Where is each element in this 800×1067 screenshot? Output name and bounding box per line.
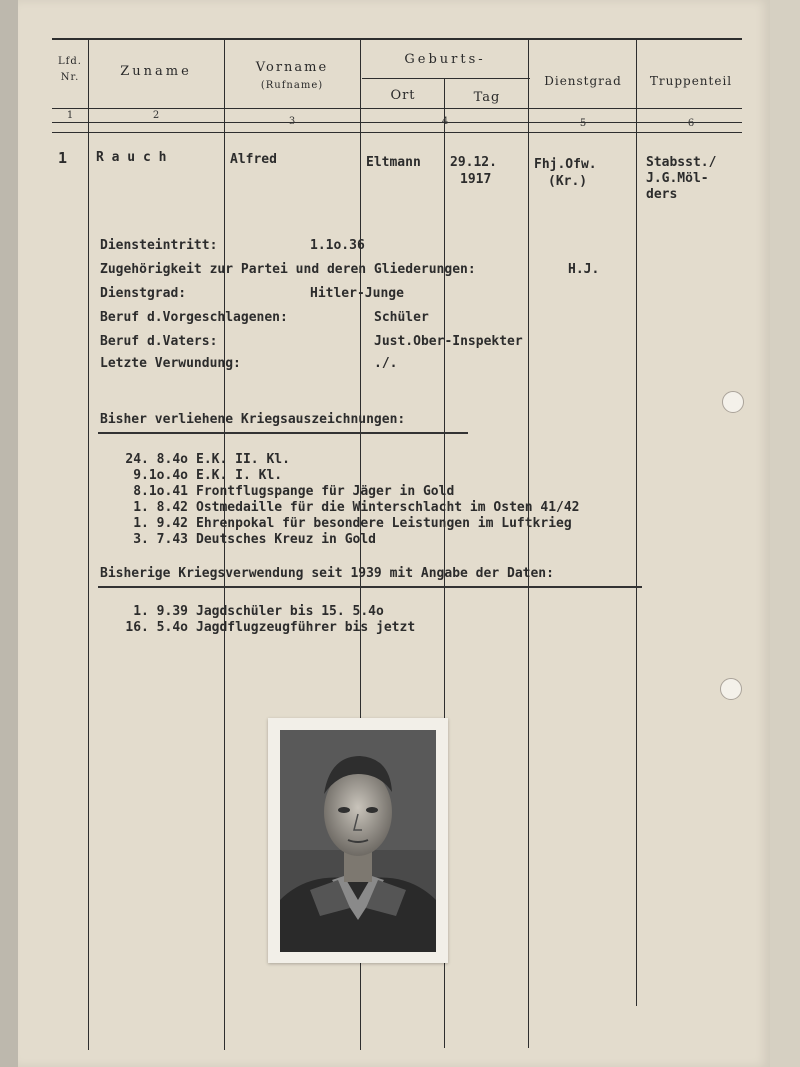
- column-number-4: 4: [441, 116, 449, 127]
- award-date: 1. 9.42: [133, 516, 188, 531]
- award-text: Ehrenpokal für besondere Leistungen im Luftkrieg: [196, 516, 572, 531]
- detail-value: Hitler-Junge: [310, 286, 404, 301]
- col-line-6: [636, 40, 637, 1006]
- header-nr: Nr.: [60, 72, 80, 83]
- award-date: 1. 8.42: [133, 500, 188, 515]
- column-number-2: 2: [152, 110, 160, 121]
- award-text: E.K. II. Kl.: [196, 452, 290, 467]
- detail-value: 1.1o.36: [310, 238, 365, 253]
- entry-truppenteil-line1: Stabsst./: [646, 155, 717, 170]
- detail-value: H.J.: [568, 262, 600, 277]
- column-number-5: 5: [579, 118, 587, 129]
- header-lfd: Lfd.: [58, 56, 82, 67]
- table-top-rule: [52, 38, 742, 40]
- award-text: E.K. I. Kl.: [196, 468, 283, 483]
- detail-label: Diensteintritt:: [100, 238, 218, 253]
- geburts-subrule: [362, 78, 530, 79]
- header-vorname: Vorname: [255, 60, 329, 75]
- detail-value: Schüler: [374, 310, 429, 325]
- portrait-photo-frame: [268, 718, 448, 963]
- service-date: 1. 9.39: [133, 604, 188, 619]
- table-header-rule: [52, 108, 742, 109]
- entry-zuname: R a u c h: [96, 150, 167, 165]
- award-date: 24. 8.4o: [125, 452, 188, 467]
- service-date: 16. 5.4o: [125, 620, 188, 635]
- service-text: Jagdschüler bis 15. 5.4o: [196, 604, 384, 619]
- detail-label: Beruf d.Vaters:: [100, 334, 218, 349]
- award-date: 9.1o.4o: [133, 468, 188, 483]
- award-date: 8.1o.41: [133, 484, 188, 499]
- awards-heading: Bisher verliehene Kriegsauszeichnungen:: [100, 412, 406, 427]
- entry-dienstgrad-line2: (Kr.): [548, 174, 588, 189]
- detail-label: Letzte Verwundung:: [100, 356, 241, 371]
- header-dienstgrad: Dienstgrad: [544, 74, 622, 88]
- header-truppenteil: Truppenteil: [649, 74, 733, 88]
- column-number-6: 6: [687, 118, 695, 129]
- award-text: Frontflugspange für Jäger in Gold: [196, 484, 455, 499]
- entry-vorname: Alfred: [230, 152, 277, 167]
- awards-heading-underline: [98, 432, 468, 434]
- detail-value: Just.Ober-Inspekter: [374, 334, 523, 349]
- header-ort: Ort: [390, 88, 416, 103]
- entry-truppenteil-line2: J.G.Möl-: [646, 171, 709, 186]
- portrait-photo: [280, 730, 436, 952]
- background-right-page-edge: [769, 0, 800, 1067]
- punch-hole: [722, 391, 744, 413]
- header-geburts: Geburts-: [404, 52, 486, 67]
- entry-nr: 1: [58, 149, 68, 167]
- table-body-rule: [52, 132, 742, 133]
- portrait-illustration: [280, 730, 436, 952]
- detail-label: Zugehörigkeit zur Partei und deren Gliederungen:: [100, 262, 476, 277]
- detail-label: Dienstgrad:: [100, 286, 187, 301]
- award-text: Ostmedaille für die Winterschlacht im Osten 41/42: [196, 500, 580, 515]
- detail-value: ./.: [374, 356, 398, 371]
- service-heading: Bisherige Kriegsverwendung seit 1939 mit Angabe der Daten:: [100, 566, 554, 581]
- column-number-1: 1: [66, 110, 74, 121]
- entry-truppenteil-line3: ders: [646, 187, 678, 202]
- entry-dienstgrad-line1: Fhj.Ofw.: [534, 157, 597, 172]
- entry-tag-line1: 29.12.: [450, 155, 497, 170]
- background-left: [0, 0, 18, 1067]
- col-line-5: [528, 40, 529, 1048]
- entry-tag-line2: 1917: [460, 172, 492, 187]
- award-text: Deutsches Kreuz in Gold: [196, 532, 377, 547]
- document-page: [18, 0, 770, 1067]
- service-text: Jagdflugzeugführer bis jetzt: [196, 620, 416, 635]
- punch-hole: [720, 678, 742, 700]
- col-line-1: [88, 40, 89, 1050]
- award-date: 3. 7.43: [133, 532, 188, 547]
- header-zuname: Zuname: [120, 64, 192, 79]
- entry-ort: Eltmann: [366, 155, 421, 170]
- detail-label: Beruf d.Vorgeschlagenen:: [100, 310, 288, 325]
- header-rufname: (Rufname): [260, 80, 324, 91]
- header-tag: Tag: [473, 90, 501, 105]
- service-heading-underline: [98, 586, 642, 588]
- column-number-3: 3: [288, 116, 296, 127]
